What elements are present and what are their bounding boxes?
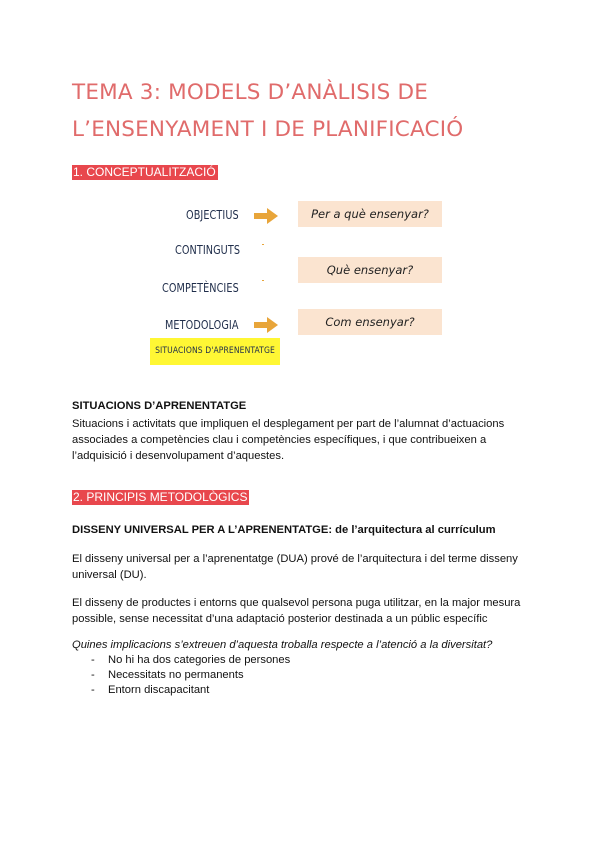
diagram-label-objectius: OBJECTIUS: [186, 207, 239, 222]
concept-diagram: [150, 196, 450, 368]
section-heading-conceptualitzacio: 1. CONCEPTUALITZACIÓ: [73, 165, 216, 179]
dua-paragraph-1: El disseny universal per a l’aprenentatge (DUA) prové de l’arquitectura i del terme disseny universal (DU).: [72, 553, 518, 581]
dua-question: Quines implicacions s’extreuen d’aquesta troballa respecte a l’atenció a la diversitat?: [72, 639, 493, 651]
diagram-label-competencies: COMPETÈNCIES: [162, 280, 239, 295]
list-item-text: Entorn discapacitant: [108, 684, 210, 696]
list-item-text: No hi ha dos categories de persones: [108, 654, 291, 666]
list-item: - Entorn discapacitant: [91, 684, 210, 696]
dua-paragraph-2: El disseny de productes i entorns que qualsevol persona puga utilitzar, en la major mesura possible, sense necessitat d’una adaptació posterior destinada a un públic específic: [72, 597, 521, 625]
highlight-situacions-aprenentatge: SITUACIONS D'APRENENTATGE: [150, 338, 280, 365]
diagram-label-metodologia: METODOLOGIA: [165, 317, 239, 332]
arrow-right-icon: [254, 317, 278, 333]
dua-heading-rest: de l’arquitectura al currículum: [332, 524, 496, 536]
dua-heading-bold: DISSENY UNIVERSAL PER A L’APRENENTATGE:: [72, 524, 333, 536]
section-heading-principis: 2. PRINCIPIS METODOLÒGICS: [73, 490, 248, 504]
dua-bullet-list: [72, 653, 290, 698]
list-item: - No hi ha dos categories de persones: [91, 654, 291, 666]
tick-mark: [262, 280, 264, 281]
title-line-1: TEMA 3: MODELS D’ANÀLISIS DE: [72, 80, 429, 105]
page-title: [72, 74, 552, 148]
question-box-per-a-que: Per a què ensenyar?: [298, 201, 442, 227]
list-item: - Necessitats no permanents: [91, 669, 244, 681]
question-box-com: Com ensenyar?: [298, 309, 442, 335]
diagram-label-continguts: CONTINGUTS: [175, 242, 241, 257]
situacions-paragraph: Situacions i activitats que impliquen el desplegament per part de l’alumnat d’actuacions associades a competències clau i competències específiques, i que contribueixen a l’adquisició i desenvolupament d’aquestes.: [72, 418, 505, 462]
situacions-heading: SITUACIONS D’APRENENTATGE: [72, 400, 247, 412]
dua-heading: [72, 522, 532, 538]
arrow-right-icon: [254, 208, 278, 224]
title-line-2: L’ENSENYAMENT I DE PLANIFICACIÓ: [72, 117, 464, 142]
tick-mark: [262, 244, 264, 245]
list-item-text: Necessitats no permanents: [108, 669, 244, 681]
question-box-que: Què ensenyar?: [298, 257, 442, 283]
